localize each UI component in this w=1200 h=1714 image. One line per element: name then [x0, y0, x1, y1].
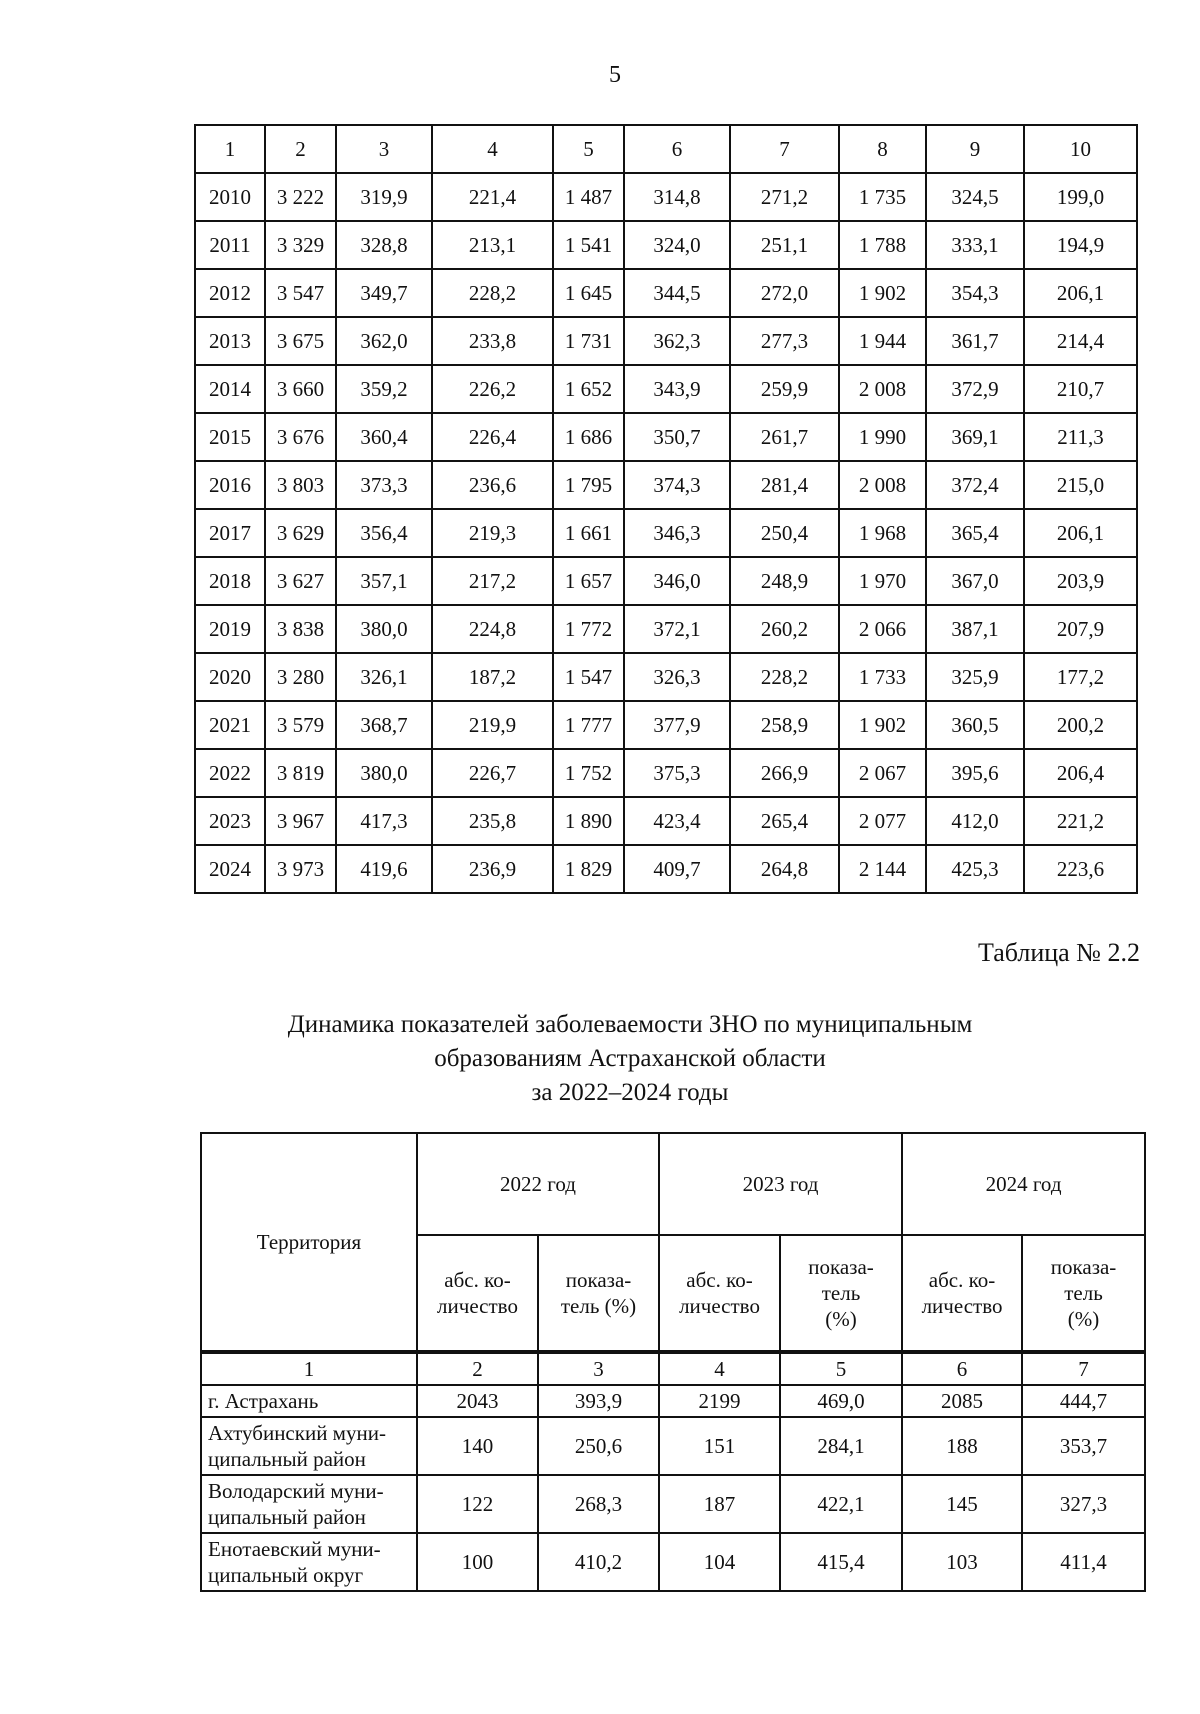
- table-cell: 219,9: [432, 701, 553, 749]
- table-cell: 3 967: [265, 797, 336, 845]
- table-cell: 266,9: [730, 749, 839, 797]
- abs-header-2023: абс. ко- личество: [659, 1235, 780, 1352]
- table-row: [195, 413, 1137, 461]
- column-number-cell: 2: [265, 125, 336, 173]
- table-cell: 100: [417, 1533, 538, 1591]
- table-cell: 1 652: [553, 365, 624, 413]
- table-row: [195, 317, 1137, 365]
- abs-header-2022: абс. ко- личество: [417, 1235, 538, 1352]
- table-cell: 1 645: [553, 269, 624, 317]
- table-cell: 2 144: [839, 845, 926, 893]
- table-cell: 3 629: [265, 509, 336, 557]
- table-cell: 3 819: [265, 749, 336, 797]
- table-cell: 368,7: [336, 701, 432, 749]
- table-row: [195, 509, 1137, 557]
- table-row: [195, 797, 1137, 845]
- table-cell: 319,9: [336, 173, 432, 221]
- table-cell: 261,7: [730, 413, 839, 461]
- table-cell: 3 329: [265, 221, 336, 269]
- table-cell: 380,0: [336, 749, 432, 797]
- table-cell: 151: [659, 1417, 780, 1475]
- table-cell: 393,9: [538, 1385, 659, 1417]
- table-cell: 415,4: [780, 1533, 902, 1591]
- table-header-row: [195, 125, 1137, 173]
- table-cell: 1 890: [553, 797, 624, 845]
- table-row: [195, 605, 1137, 653]
- table-cell: 326,1: [336, 653, 432, 701]
- table-cell: 1 733: [839, 653, 926, 701]
- territory-name-cell: Ахтубинский муни- ципальный район: [201, 1417, 417, 1475]
- table-cell: 236,6: [432, 461, 553, 509]
- table-cell: 356,4: [336, 509, 432, 557]
- table-cell: 372,1: [624, 605, 730, 653]
- table-cell: 188: [902, 1417, 1022, 1475]
- table-row: [195, 461, 1137, 509]
- table-caption: Таблица № 2.2: [977, 938, 1140, 967]
- table-cell: 3 280: [265, 653, 336, 701]
- territory-header: Территория: [201, 1133, 417, 1352]
- column-number-cell: 6: [624, 125, 730, 173]
- table-cell: 1 657: [553, 557, 624, 605]
- table-cell: 367,0: [926, 557, 1024, 605]
- year-cell: 2020: [195, 653, 265, 701]
- table-cell: 236,9: [432, 845, 553, 893]
- year-cell: 2011: [195, 221, 265, 269]
- table-cell: 226,2: [432, 365, 553, 413]
- table-cell: 327,3: [1022, 1475, 1145, 1533]
- table-cell: 349,7: [336, 269, 432, 317]
- table-cell: 235,8: [432, 797, 553, 845]
- table-cell: 373,3: [336, 461, 432, 509]
- table-cell: 412,0: [926, 797, 1024, 845]
- year-cell: 2021: [195, 701, 265, 749]
- table-cell: 213,1: [432, 221, 553, 269]
- table-cell: 250,4: [730, 509, 839, 557]
- table-cell: 365,4: [926, 509, 1024, 557]
- table-cell: 369,1: [926, 413, 1024, 461]
- table-cell: 1 487: [553, 173, 624, 221]
- table-cell: 359,2: [336, 365, 432, 413]
- territory-name-cell: г. Астрахань: [201, 1385, 417, 1417]
- table-cell: 284,1: [780, 1417, 902, 1475]
- table-cell: 104: [659, 1533, 780, 1591]
- table-cell: 194,9: [1024, 221, 1137, 269]
- page-number: 5: [609, 62, 621, 88]
- table-cell: 417,3: [336, 797, 432, 845]
- table-cell: 187: [659, 1475, 780, 1533]
- year-cell: 2015: [195, 413, 265, 461]
- table-cell: 354,3: [926, 269, 1024, 317]
- table-cell: 395,6: [926, 749, 1024, 797]
- year-cell: 2017: [195, 509, 265, 557]
- territory-name-cell: Володарский муни- ципальный район: [201, 1475, 417, 1533]
- table-cell: 380,0: [336, 605, 432, 653]
- year-header-2022: 2022 год: [417, 1133, 659, 1235]
- table-row: [201, 1533, 1145, 1591]
- table-cell: 346,3: [624, 509, 730, 557]
- table-cell: 409,7: [624, 845, 730, 893]
- table-cell: 469,0: [780, 1385, 902, 1417]
- table-cell: 177,2: [1024, 653, 1137, 701]
- table-cell: 3 222: [265, 173, 336, 221]
- table-cell: 1 661: [553, 509, 624, 557]
- table-cell: 1 772: [553, 605, 624, 653]
- column-number-cell: 4: [432, 125, 553, 173]
- table-cell: 362,0: [336, 317, 432, 365]
- column-number-cell: 9: [926, 125, 1024, 173]
- table-row: [195, 365, 1137, 413]
- column-numbers-row: [201, 1352, 1145, 1385]
- table-cell: 361,7: [926, 317, 1024, 365]
- table-cell: 411,4: [1022, 1533, 1145, 1591]
- table-cell: 410,2: [538, 1533, 659, 1591]
- table-cell: 3 803: [265, 461, 336, 509]
- table-cell: 187,2: [432, 653, 553, 701]
- table-cell: 145: [902, 1475, 1022, 1533]
- table-cell: 1 944: [839, 317, 926, 365]
- table-cell: 248,9: [730, 557, 839, 605]
- table-cell: 1 686: [553, 413, 624, 461]
- table-cell: 217,2: [432, 557, 553, 605]
- table-cell: 350,7: [624, 413, 730, 461]
- table-cell: 122: [417, 1475, 538, 1533]
- table-cell: 250,6: [538, 1417, 659, 1475]
- table-cell: 207,9: [1024, 605, 1137, 653]
- table-cell: 1 735: [839, 173, 926, 221]
- table-cell: 224,8: [432, 605, 553, 653]
- table-row: [195, 701, 1137, 749]
- table-cell: 215,0: [1024, 461, 1137, 509]
- table-cell: 324,5: [926, 173, 1024, 221]
- column-number-cell: 8: [839, 125, 926, 173]
- table-cell: 200,2: [1024, 701, 1137, 749]
- table-cell: 2085: [902, 1385, 1022, 1417]
- table-cell: 375,3: [624, 749, 730, 797]
- year-cell: 2014: [195, 365, 265, 413]
- table-cell: 2 077: [839, 797, 926, 845]
- table-cell: 353,7: [1022, 1417, 1145, 1475]
- table-cell: 140: [417, 1417, 538, 1475]
- table-cell: 258,9: [730, 701, 839, 749]
- table-cell: 259,9: [730, 365, 839, 413]
- table-cell: 1 970: [839, 557, 926, 605]
- table-cell: 2043: [417, 1385, 538, 1417]
- table-cell: 1 788: [839, 221, 926, 269]
- year-cell: 2016: [195, 461, 265, 509]
- table-row: [195, 653, 1137, 701]
- table-title: [0, 1008, 1200, 1110]
- table-cell: 372,4: [926, 461, 1024, 509]
- table-cell: 1 990: [839, 413, 926, 461]
- table-cell: 2 066: [839, 605, 926, 653]
- table-cell: 221,2: [1024, 797, 1137, 845]
- table-cell: 3 660: [265, 365, 336, 413]
- municipal-incidence-table: [200, 1132, 1146, 1592]
- rate-header-2024: показа- тель (%): [1022, 1235, 1145, 1352]
- table-cell: 223,6: [1024, 845, 1137, 893]
- table-cell: 3 579: [265, 701, 336, 749]
- table-cell: 272,0: [730, 269, 839, 317]
- table-cell: 1 541: [553, 221, 624, 269]
- table-cell: 377,9: [624, 701, 730, 749]
- table-cell: 1 968: [839, 509, 926, 557]
- year-header-2024: 2024 год: [902, 1133, 1145, 1235]
- table-cell: 2 008: [839, 461, 926, 509]
- column-number-cell: 3: [336, 125, 432, 173]
- table-cell: 360,4: [336, 413, 432, 461]
- table-cell: 328,8: [336, 221, 432, 269]
- column-number-cell: 2: [417, 1352, 538, 1385]
- title-line-1: Динамика показателей заболеваемости ЗНО по муниципальным: [287, 1011, 973, 1038]
- table-cell: 206,4: [1024, 749, 1137, 797]
- title-line-3: за 2022–2024 годы: [531, 1079, 729, 1106]
- table-cell: 103: [902, 1533, 1022, 1591]
- year-cell: 2013: [195, 317, 265, 365]
- incidence-table-continued: [194, 124, 1138, 894]
- table-cell: 419,6: [336, 845, 432, 893]
- column-number-cell: 6: [902, 1352, 1022, 1385]
- table-row: [195, 269, 1137, 317]
- year-header-2023: 2023 год: [659, 1133, 902, 1235]
- table-cell: 206,1: [1024, 509, 1137, 557]
- table-cell: 357,1: [336, 557, 432, 605]
- table-cell: 1 829: [553, 845, 624, 893]
- table-cell: 1 547: [553, 653, 624, 701]
- table-cell: 343,9: [624, 365, 730, 413]
- table-cell: 228,2: [432, 269, 553, 317]
- table-cell: 444,7: [1022, 1385, 1145, 1417]
- table-cell: 268,3: [538, 1475, 659, 1533]
- year-cell: 2019: [195, 605, 265, 653]
- year-cell: 2010: [195, 173, 265, 221]
- table-cell: 226,4: [432, 413, 553, 461]
- table-cell: 214,4: [1024, 317, 1137, 365]
- table-cell: 3 547: [265, 269, 336, 317]
- table-cell: 3 675: [265, 317, 336, 365]
- table-cell: 210,7: [1024, 365, 1137, 413]
- table-cell: 203,9: [1024, 557, 1137, 605]
- table-cell: 387,1: [926, 605, 1024, 653]
- table-cell: 325,9: [926, 653, 1024, 701]
- table-row: [201, 1475, 1145, 1533]
- table-cell: 333,1: [926, 221, 1024, 269]
- table-cell: 372,9: [926, 365, 1024, 413]
- abs-header-2024: абс. ко- личество: [902, 1235, 1022, 1352]
- table-cell: 346,0: [624, 557, 730, 605]
- table-row: [195, 173, 1137, 221]
- column-number-cell: 4: [659, 1352, 780, 1385]
- rate-header-2022: показа- тель (%): [538, 1235, 659, 1352]
- table-cell: 221,4: [432, 173, 553, 221]
- table-cell: 3 973: [265, 845, 336, 893]
- column-number-cell: 7: [1022, 1352, 1145, 1385]
- table-cell: 2199: [659, 1385, 780, 1417]
- table-cell: 2 008: [839, 365, 926, 413]
- table-cell: 1 752: [553, 749, 624, 797]
- table-cell: 1 731: [553, 317, 624, 365]
- column-number-cell: 1: [195, 125, 265, 173]
- table-cell: 228,2: [730, 653, 839, 701]
- year-cell: 2018: [195, 557, 265, 605]
- column-number-cell: 1: [201, 1352, 417, 1385]
- table-cell: 1 902: [839, 269, 926, 317]
- column-number-cell: 5: [780, 1352, 902, 1385]
- table-cell: 425,3: [926, 845, 1024, 893]
- table-cell: 362,3: [624, 317, 730, 365]
- table-cell: 199,0: [1024, 173, 1137, 221]
- table-row: [195, 749, 1137, 797]
- table-row: [201, 1385, 1145, 1417]
- table-cell: 1 777: [553, 701, 624, 749]
- year-cell: 2023: [195, 797, 265, 845]
- rate-header-2023: показа- тель (%): [780, 1235, 902, 1352]
- table-cell: 281,4: [730, 461, 839, 509]
- table-cell: 251,1: [730, 221, 839, 269]
- column-number-cell: 5: [553, 125, 624, 173]
- year-cell: 2022: [195, 749, 265, 797]
- table-cell: 360,5: [926, 701, 1024, 749]
- table-cell: 206,1: [1024, 269, 1137, 317]
- table-cell: 260,2: [730, 605, 839, 653]
- table-cell: 233,8: [432, 317, 553, 365]
- column-number-cell: 3: [538, 1352, 659, 1385]
- table-cell: 271,2: [730, 173, 839, 221]
- table-cell: 264,8: [730, 845, 839, 893]
- table-row: [201, 1417, 1145, 1475]
- table-row: [195, 845, 1137, 893]
- table-cell: 324,0: [624, 221, 730, 269]
- year-cell: 2024: [195, 845, 265, 893]
- column-number-cell: 7: [730, 125, 839, 173]
- table-cell: 3 627: [265, 557, 336, 605]
- table-cell: 2 067: [839, 749, 926, 797]
- table-cell: 374,3: [624, 461, 730, 509]
- year-cell: 2012: [195, 269, 265, 317]
- table-row: [195, 557, 1137, 605]
- title-line-2: образованиям Астраханской области: [434, 1045, 826, 1072]
- table-cell: 423,4: [624, 797, 730, 845]
- table-cell: 3 838: [265, 605, 336, 653]
- table-cell: 314,8: [624, 173, 730, 221]
- table-cell: 265,4: [730, 797, 839, 845]
- table-cell: 277,3: [730, 317, 839, 365]
- table-cell: 211,3: [1024, 413, 1137, 461]
- table-row: [195, 221, 1137, 269]
- territory-name-cell: Енотаевский муни- ципальный округ: [201, 1533, 417, 1591]
- table-cell: 219,3: [432, 509, 553, 557]
- table-cell: 1 902: [839, 701, 926, 749]
- column-number-cell: 10: [1024, 125, 1137, 173]
- table-cell: 1 795: [553, 461, 624, 509]
- table-cell: 226,7: [432, 749, 553, 797]
- table-cell: 422,1: [780, 1475, 902, 1533]
- table-cell: 326,3: [624, 653, 730, 701]
- table-cell: 3 676: [265, 413, 336, 461]
- table-cell: 344,5: [624, 269, 730, 317]
